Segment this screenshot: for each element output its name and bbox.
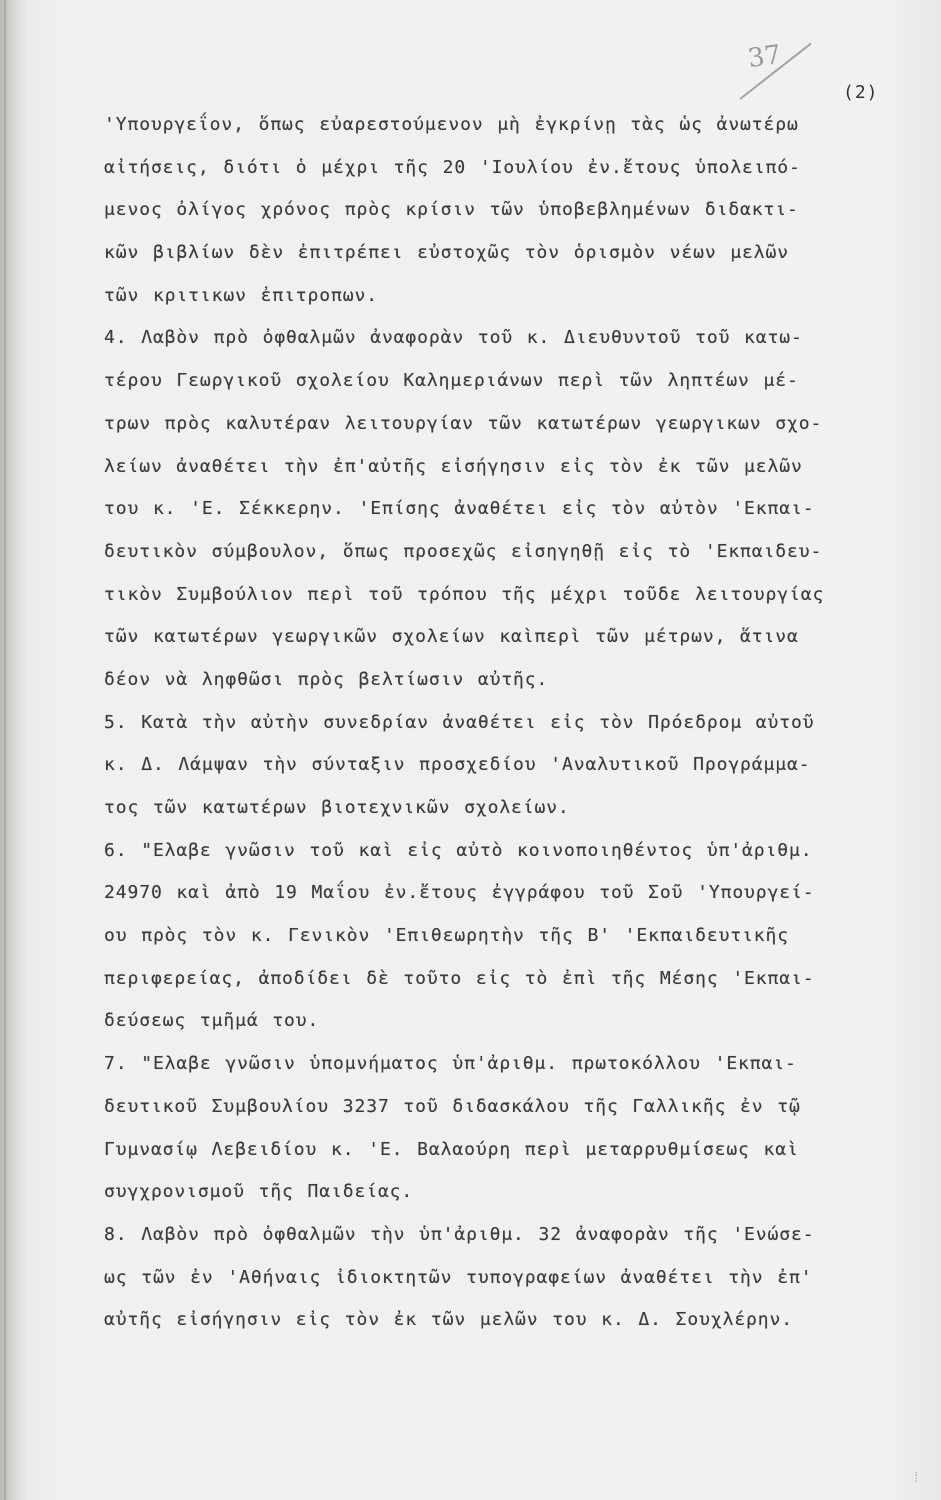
text-line: τικὸν Συμβούλιον περὶ τοῦ τρόπου τῆς μέχρι τοῦδε λειτουργίας (104, 583, 825, 605)
text-line: τος τῶν κατωτέρων βιοτεχνικῶν σχολείων. (104, 797, 570, 818)
text-line: 24970 καὶ ἀπὸ 19 Μαΐου ἐν.ἔτους ἐγγράφου τοῦ Σοῦ 'Υπουργεί- (104, 882, 815, 904)
text-line: δεύσεως τμῆμά του. (104, 1010, 320, 1032)
text-line: 5. Κατὰ τὴν αὐτὴν συνεδρίαν ἀναθέτει εἰς τὸν Πρόεδρομ αὐτοῦ (104, 711, 815, 733)
page-number: (2) (843, 82, 879, 103)
edge-mark: ⁞ (912, 1470, 921, 1486)
text-line: Γυμνασίῳ Λεβειδίου κ. 'Ε. Βαλαούρη περὶ μεταρρυθμίσεως καὶ (104, 1138, 799, 1160)
binding-edge (0, 0, 26, 1500)
text-line: ως τῶν ἐν 'Αθήναις ἰδιοκτητῶν τυπογραφείων ἀναθέτει τὴν ἐπ' (104, 1266, 813, 1288)
text-line: τρων πρὸς καλυτέραν λειτουργίαν τῶν κατωτέρων γεωργικων σχο- (104, 412, 823, 434)
text-line: 8. Λαβὸν πρὸ ὀφθαλμῶν τὴν ὑπ'ἀριθμ. 32 ἀναφορὰν τῆς 'Ενώσε- (104, 1223, 815, 1245)
text-line: κῶν βιβλίων δὲν ἐπιτρέπει εὐστοχῶς τὸν ὁρισμὸν νέων μελῶν (104, 242, 790, 264)
text-line: δευτικοῦ Συμβουλίου 3237 τοῦ διδασκάλου τῆς Γαλλικῆς ἐν τῷ (104, 1095, 801, 1117)
text-line: αὐτῆς εἰσήγησιν εἰς τὸν ἐκ τῶν μελῶν του κ. Δ. Σουχλέρην. (104, 1309, 794, 1331)
folio-handwritten-number: 37 (746, 39, 784, 75)
text-line: δευτικὸν σύμβουλον, ὅπως προσεχῶς εἰσηγηθῇ εἰς τὸ 'Εκπαιδευ- (104, 540, 823, 562)
text-line: ου πρὸς τὸν κ. Γενικὸν 'Επιθεωρητὴν τῆς Β' 'Εκπαιδευτικῆς (104, 925, 790, 947)
text-line: δέον νὰ ληφθῶσι πρὸς βελτίωσιν αὐτῆς. (104, 668, 549, 690)
text-line: τέρου Γεωργικοῦ σχολείου Καλημεριάνων περὶ τῶν ληπτέων μέ- (104, 370, 799, 392)
text-line: συγχρονισμοῦ τῆς Παιδείας. (104, 1181, 414, 1203)
typed-body-text (104, 104, 916, 1342)
text-line: 4. Λαβὸν πρὸ ὀφθαλμῶν ἀναφορὰν τοῦ κ. Διευθυντοῦ τοῦ κατω- (104, 327, 803, 349)
text-line: περιφερείας, ἀποδίδει δὲ τοῦτο εἰς τὸ ἐπὶ τῆς Μέσης 'Εκπαι- (104, 967, 815, 989)
text-line: τῶν κατωτέρων γεωργικῶν σχολείων καὶπερὶ τῶν μέτρων, ἅτινα (104, 626, 799, 648)
text-line: μενος ὀλίγος χρόνος πρὸς κρίσιν τῶν ὑποβεβλημένων διδακτι- (104, 199, 799, 221)
text-line: 7. "Ελαβε γνῶσιν ὑπομνήματος ὑπ'ἀριθμ. πρωτοκόλλου 'Εκπαι- (104, 1053, 797, 1075)
text-line: 6. "Ελαβε γνῶσιν τοῦ καὶ εἰς αὐτὸ κοινοποιηθέντος ὑπ'ἀριθμ. (104, 839, 813, 861)
text-line: κ. Δ. Λάμψαν τὴν σύνταξιν προσχεδίου 'Αναλυτικοῦ Προγράμμα- (104, 754, 811, 776)
text-line: αἰτήσεις, διότι ὁ μέχρι τῆς 20 'Ιουλίου ἐν.ἔτους ὑπολειπό- (104, 156, 801, 178)
text-line: λείων ἀναθέτει τὴν ἐπ'αὐτῆς εἰσήγησιν εἰς τὸν ἐκ τῶν μελῶν (104, 455, 803, 477)
text-line: 'Υπουργεΐον, ὅπως εὐαρεστούμενον μὴ ἐγκρίνῃ τὰς ὡς ἀνωτέρω (104, 114, 799, 135)
text-line: του κ. 'Ε. Σέκκερην. 'Επίσης ἀναθέτει εἰς τὸν αὐτὸν 'Εκπαι- (104, 498, 815, 520)
text-line: τῶν κριτικων ἐπιτροπων. (104, 284, 378, 306)
